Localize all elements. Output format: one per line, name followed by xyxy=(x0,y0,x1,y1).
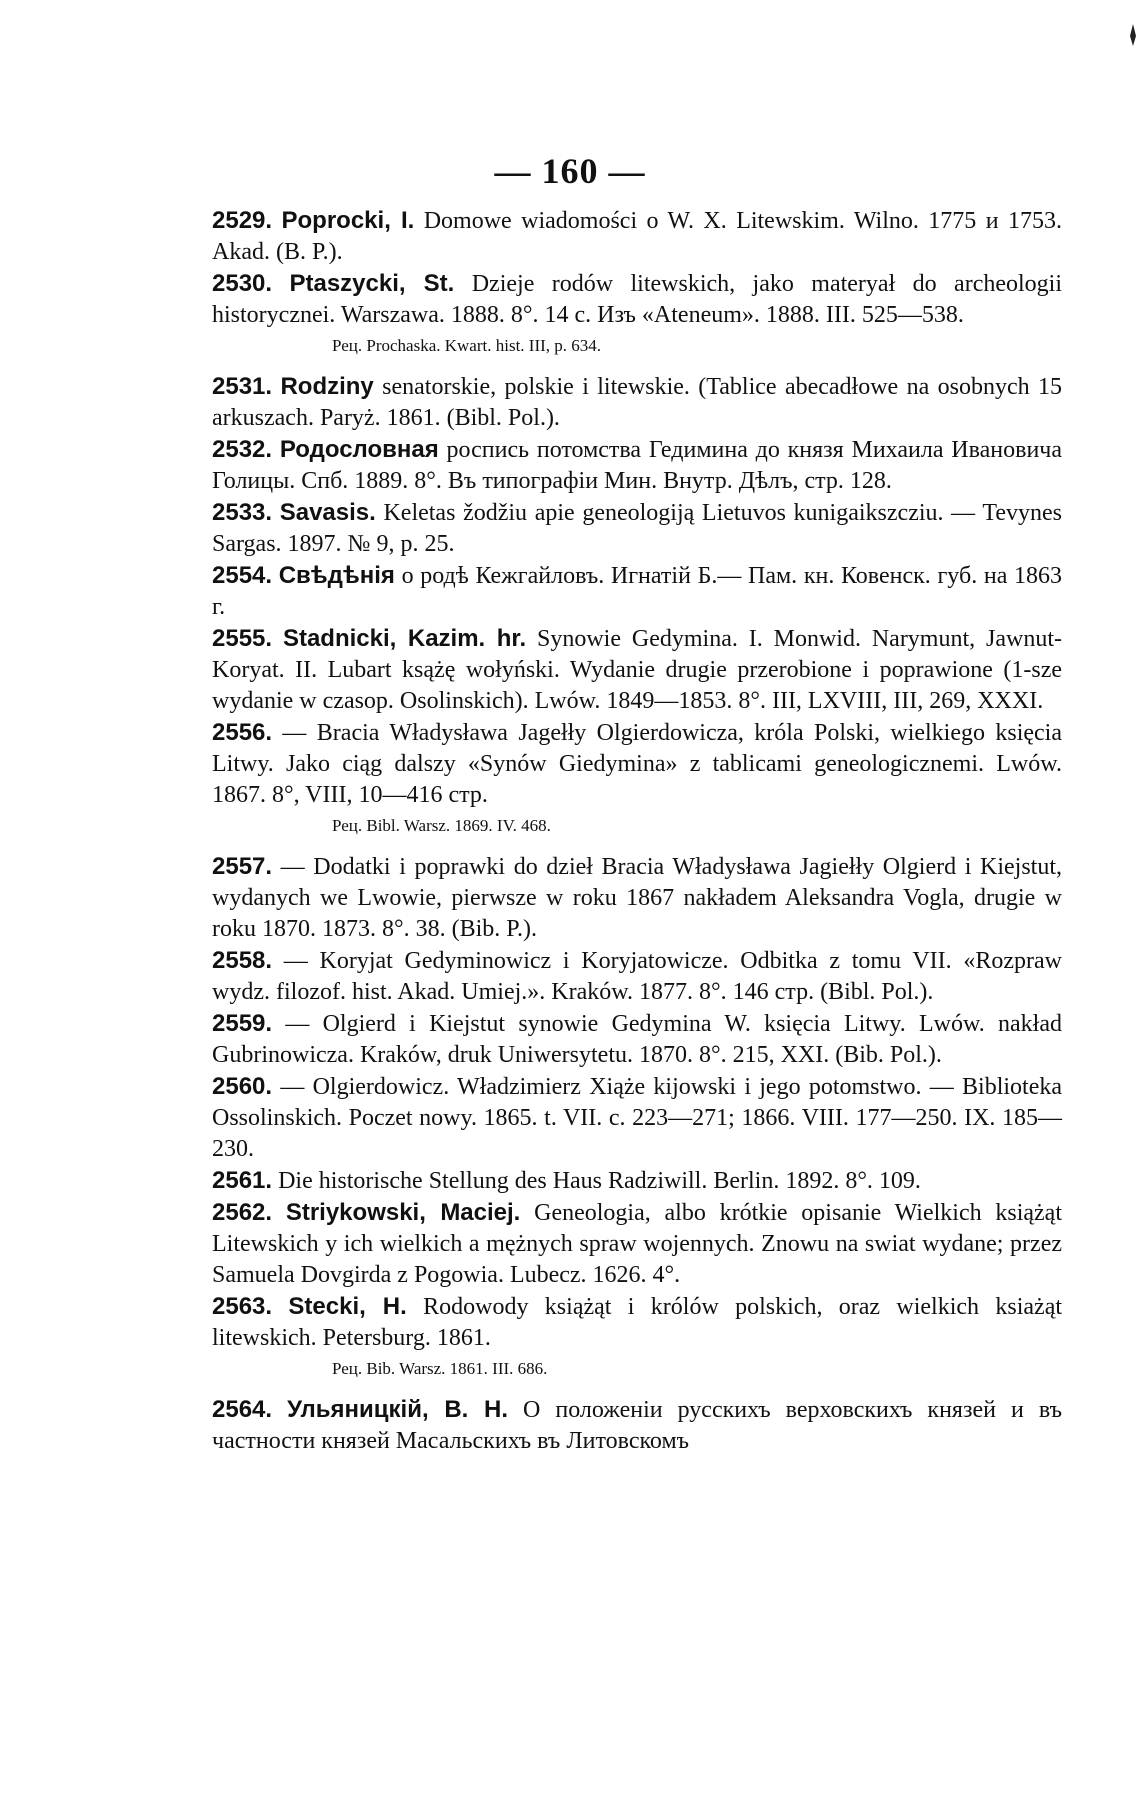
entry-number: 2561. xyxy=(212,1167,273,1194)
bibliography-entry xyxy=(212,434,1062,497)
entry-number: 2563. xyxy=(212,1293,273,1320)
entry-number: 2554. xyxy=(212,562,273,589)
entry-text: Keletas žodžiu apie geneologiją Lietuvos kunigaikszcziu. — Tevynes Sargas. 1897. № 9, p. 25. xyxy=(212,500,1063,557)
bibliography-entry xyxy=(212,1197,1062,1291)
entry-text: — Dodatki i poprawki do dzieł Bracia Władysława Jagiełły Olgierd i Kiejstut, wydanych we Lwowie, pierwsze w roku 1867 nakładem Aleksandra Vogla, drugie w roku 1870. 1873. 8°. 38. (Bib. P.). xyxy=(212,854,1062,942)
entry-text: — Olgierd i Kiejstut synowie Gedymina W. księcia Litwy. Lwów. nakład Gubrinowicza. Kraków, druk Uniwersytetu. 1870. 8°. 215, XXI. (Bib. Pol.). xyxy=(212,1011,1062,1068)
entry-number: 2533. xyxy=(212,499,273,526)
entry-author: Poprocki, I. xyxy=(281,207,415,234)
bibliography-entry xyxy=(212,1071,1062,1165)
entry-text: Geneologia, albo krótkie opisanie Wielkich książąt Litewskich y ich wielkich a mężnych spraw wojennych. Znowu na swiat wydane; przez Samuela Dovgirda z Pogowia. Lubecz. 1626. 4°. xyxy=(212,1200,1062,1288)
entry-review-reference: Рец. Bib. Warsz. 1861. III. 686. xyxy=(332,1359,548,1378)
bibliography-entry xyxy=(212,717,1062,811)
entry-author: Savasis. xyxy=(279,499,376,526)
entry-number: 2557. xyxy=(212,853,273,880)
entry-number: 2531. xyxy=(212,373,273,400)
bibliography-entry xyxy=(212,1008,1062,1071)
entry-text: роспись потомства Гедимина до князя Михаила Ивановича Голицы. Спб. 1889. 8°. Въ типографіи Мин. Внутр. Дѣлъ, стр. 128. xyxy=(212,437,1063,494)
entry-text: Die historische Stellung des Haus Radziwill. Berlin. 1892. 8°. 109. xyxy=(272,1168,921,1194)
entry-number: 2562. xyxy=(212,1199,273,1226)
bibliography-entry xyxy=(212,623,1062,717)
bibliography-entry xyxy=(212,497,1062,560)
entry-text: О положеніи русскихъ верховскихъ князей и въ частности князей Масальскихъ въ Литовскомъ xyxy=(212,1397,1062,1454)
entry-text: Rodowody książąt i królów polskich, oraz wielkich ksiażąt litewskich. Petersburg. 1861. xyxy=(212,1294,1063,1351)
bibliography-entry xyxy=(212,560,1062,623)
bibliography-entry xyxy=(212,371,1062,434)
entry-author: Rodziny xyxy=(280,373,374,400)
entry-review-reference: Рец. Prochaska. Kwart. hist. III, p. 634. xyxy=(332,336,602,355)
entry-number: 2558. xyxy=(212,947,273,974)
bibliography-entry xyxy=(212,851,1062,945)
bibliography-entry xyxy=(212,1165,1062,1197)
entry-number: 2559. xyxy=(212,1010,273,1037)
entry-number: 2564. xyxy=(212,1396,273,1423)
bibliography-entry xyxy=(212,1394,1062,1457)
bibliography-entry xyxy=(212,205,1062,268)
entry-text: — Olgierdowicz. Władzimierz Xiąże kijowski i jego potomstwo. — Biblioteka Ossolinskich. Poczet nowy. 1865. t. VII. c. 223—271; 1866. VIII. 177—250. IX. 185—230. xyxy=(212,1074,1062,1162)
entry-author: Ptaszycki, St. xyxy=(289,270,455,297)
entry-text: Dzieje rodów litewskich, jako materyał do archeologii historycznei. Warszawa. 1888. 8°. 14 с. Изъ «Ateneum». 1888. III. 525—538. xyxy=(212,271,1063,328)
entry-number: 2532. xyxy=(212,436,273,463)
entry-review-reference: Рец. Bibl. Warsz. 1869. IV. 468. xyxy=(332,816,551,835)
entry-text: — Koryjat Gedyminowicz i Koryjatowicze. Odbitka z tomu VII. «Rozpraw wydz. filozof. hist. Akad. Umiej.». Kraków. 1877. 8°. 146 стр. (Bibl. Pol.). xyxy=(212,948,1062,1005)
entry-text: о родѣ Кежгайловъ. Игнатій Б.— Пам. кн. Ковенск. губ. на 1863 г. xyxy=(212,563,1062,620)
bibliography-entry xyxy=(212,945,1062,1008)
entry-text: Domowe wiadomości o W. X. Litewskim. Wilno. 1775 и 1753. Akad. (B. P.). xyxy=(212,208,1062,265)
entry-number: 2530. xyxy=(212,270,273,297)
bibliography-entry xyxy=(212,268,1062,331)
entry-author: Родословная xyxy=(279,436,439,463)
entry-author: Stadnicki, Kazim. hr. xyxy=(282,625,527,652)
entry-author: Stecki, H. xyxy=(288,1293,407,1320)
entry-number: 2556. xyxy=(212,719,273,746)
entry-text: Synowie Gedymina. I. Monwid. Narymunt, Jawnut-Koryat. II. Lubart ksążę wołyński. Wydanie drugie przerobione i poprawione (1-sze wydanie w czasop. Osolinskich). Lwów. 1849—1853. 8°. III, LXVIII, III, 269, XXXI. xyxy=(212,626,1063,714)
ink-mark-icon xyxy=(1129,24,1137,46)
page-number: — 160 — xyxy=(494,151,646,191)
entry-text: — Bracia Władysława Jagełły Olgierdowicza, króla Polski, wielkiego księcia Litwy. Jako ciąg dalszy «Synów Giedymina» z tablicami geneologicznemi. Lwów. 1867. 8°, VIII, 10—416 стр. xyxy=(212,720,1062,808)
entry-number: 2529. xyxy=(212,207,273,234)
entry-text: senatorskie, polskie i litewskie. (Tablice abecadłowe na osobnych 15 arkuszach. Paryż. 1861. (Bibl. Pol.). xyxy=(212,374,1062,431)
entry-number: 2555. xyxy=(212,625,273,652)
bibliography-entry xyxy=(212,1291,1062,1354)
entry-author: Свѣдѣнія xyxy=(278,562,395,589)
entry-author: Ульяницкій, В. Н. xyxy=(287,1396,509,1423)
entry-author: Striykowski, Maciej. xyxy=(285,1199,521,1226)
entry-number: 2560. xyxy=(212,1073,273,1100)
bibliography-list xyxy=(212,205,1062,1457)
